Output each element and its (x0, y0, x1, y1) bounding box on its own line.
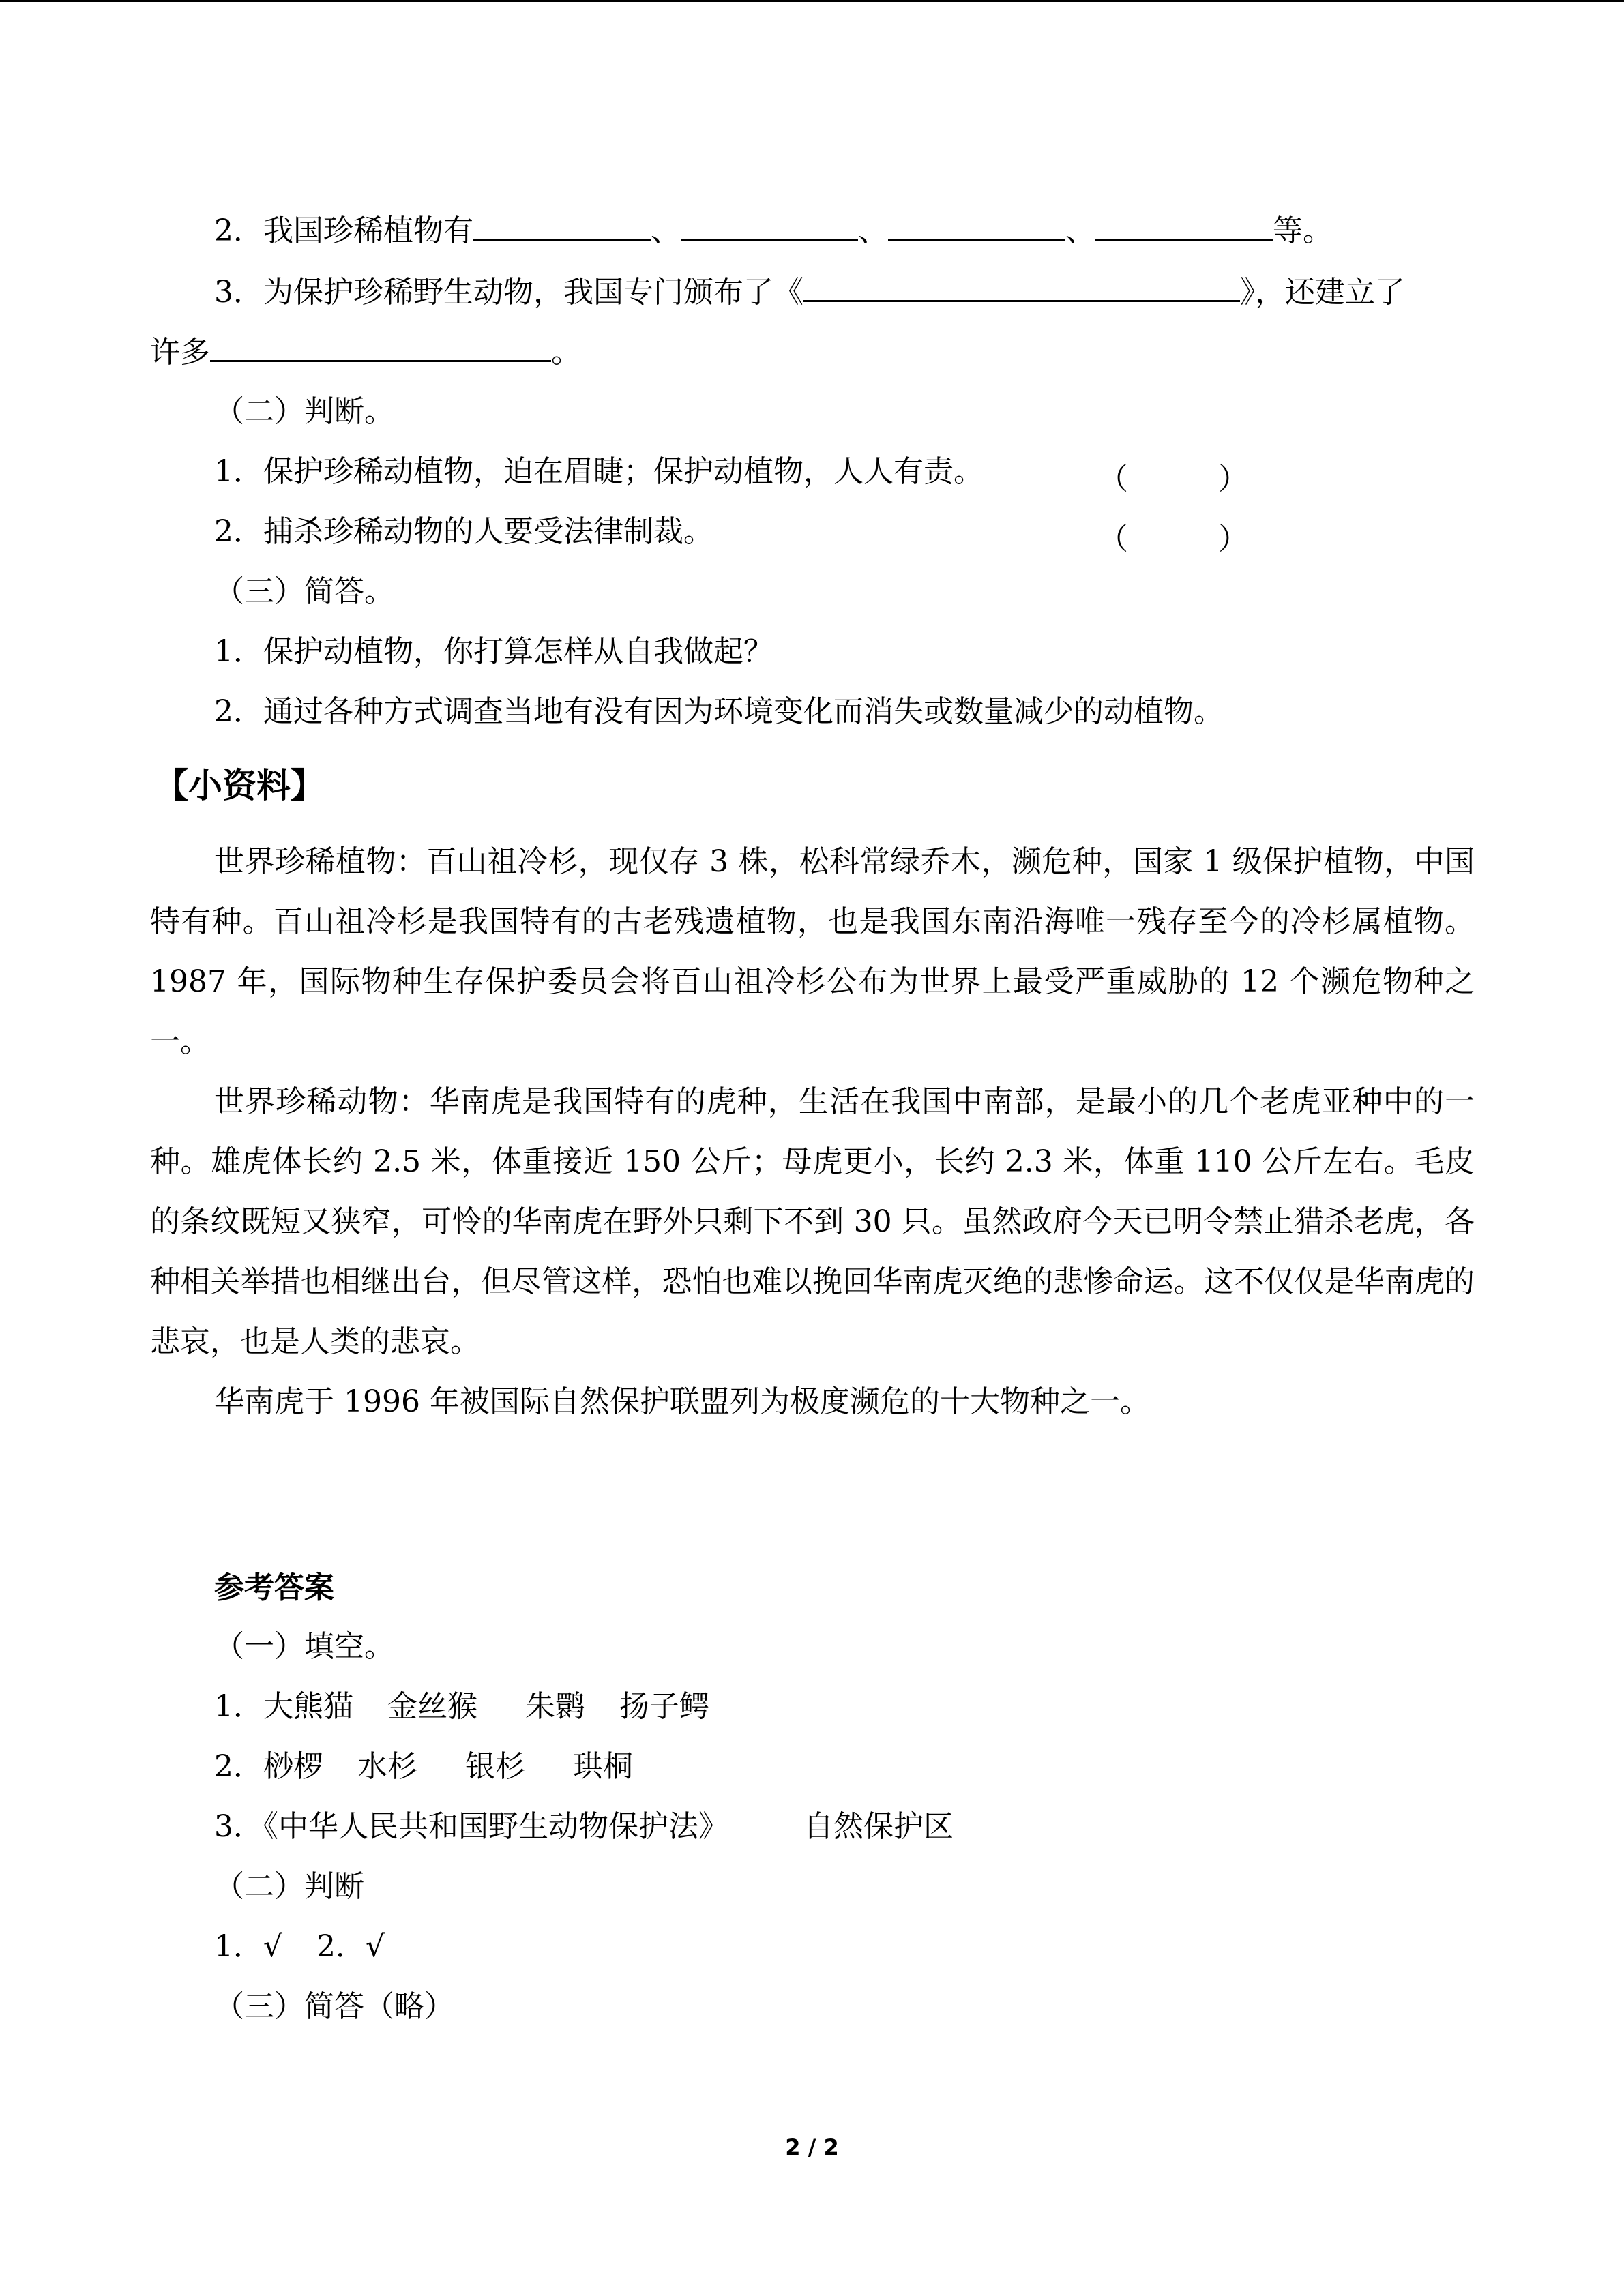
answers-fill-2 (214, 1742, 633, 1785)
question-3-mid: 》，还建立了 (1240, 275, 1405, 310)
info-paragraph-2: 世界珍稀动物：华南虎是我国特有的虎种，生活在我国中南部，是最小的几个老虎亚种中的一种。雄虎体长约 2.5 米，体重接近 150 公斤；母虎更小，长约 2.3 米，体重 110 公斤左右。毛皮的条纹既短又狭窄，可怜的华南虎在野外只剩下不到 30 只。虽然政府今天已明令禁止猎杀老虎，各种相关举措也相继出台，但尽管这样，恐怕也难以挽回华南虎灭绝的悲惨命运。这不仅仅是华南虎的悲哀，也是人类的悲哀。 (150, 1084, 1475, 1359)
question-3-cont-prefix: 许多 (150, 335, 210, 370)
answers-short: （三）简答（略） (214, 1989, 454, 2024)
answer-item: 金丝猴 (387, 1689, 477, 1724)
answers-judge-header: （二）判断 (214, 1869, 364, 1904)
separator: 、 (1065, 213, 1095, 248)
question-3 (214, 273, 1405, 311)
answer-item: 2．√ (316, 1929, 385, 1964)
answer-item: 朱鹮 (525, 1689, 585, 1724)
page-number: 2 / 2 (785, 2134, 839, 2160)
answers-fill-3 (214, 1802, 954, 1845)
judge-header: （二）判断。 (214, 394, 394, 429)
blank[interactable] (681, 211, 858, 241)
info-paragraph-3: 华南虎于 1996 年被国际自然保护联盟列为极度濒危的十大物种之一。 (214, 1384, 1150, 1419)
answers-title: 参考答案 (214, 1570, 334, 1605)
judge-item-2: 2．捕杀珍稀动物的人要受法律制裁。 (214, 514, 713, 549)
answer-paren-2[interactable]: （ ） (1098, 522, 1248, 556)
answer-item: 2．桫椤 (214, 1749, 323, 1784)
separator: 、 (858, 213, 888, 248)
info-section-title: 【小资料】 (154, 766, 325, 805)
page-top-rule (0, 0, 1624, 2)
question-3-prefix: 3．为保护珍稀野生动物，我国专门颁布了《 (214, 275, 803, 310)
answer-item: 水杉 (357, 1749, 417, 1784)
blank[interactable] (210, 333, 551, 362)
answer-item: 1．大熊猫 (214, 1689, 353, 1724)
short-answer-header: （三）简答。 (214, 574, 394, 609)
answer-item: 珙桐 (573, 1749, 633, 1784)
question-3-continuation (150, 333, 581, 371)
question-3-cont-suffix: 。 (551, 335, 581, 370)
answers-judge (214, 1922, 385, 1965)
answer-item: 3．《中华人民共和国野生动物保护法》 (214, 1809, 728, 1844)
answer-paren-1[interactable]: （ ） (1098, 462, 1248, 496)
question-2 (214, 211, 1333, 250)
judge-item-1: 1．保护珍稀动植物，迫在眉睫；保护动植物，人人有责。 (214, 454, 984, 489)
answer-item: 1．√ (214, 1929, 283, 1964)
question-2-suffix: 等。 (1273, 213, 1333, 248)
blank[interactable] (473, 211, 651, 241)
short-answer-item-1: 1．保护动植物，你打算怎样从自我做起？ (214, 634, 773, 669)
answer-item: 扬子鳄 (619, 1689, 709, 1724)
answer-item: 自然保护区 (803, 1809, 954, 1844)
separator: 、 (651, 213, 681, 248)
blank[interactable] (803, 273, 1240, 302)
answer-item: 银杉 (465, 1749, 525, 1784)
question-2-prefix: 2．我国珍稀植物有 (214, 213, 473, 248)
short-answer-item-2: 2．通过各种方式调查当地有没有因为环境变化而消失或数量减少的动植物。 (214, 694, 1224, 729)
answers-fill-1 (214, 1682, 709, 1725)
answers-fill-header: （一）填空。 (214, 1629, 394, 1664)
blank[interactable] (888, 211, 1065, 241)
blank[interactable] (1095, 211, 1273, 241)
info-paragraph-1: 世界珍稀植物：百山祖冷杉，现仅存 3 株，松科常绿乔木，濒危种，国家 1 级保护植物，中国特有种。百山祖冷杉是我国特有的古老残遗植物，也是我国东南沿海唯一残存至今的冷杉属植物。1987 年，国际物种生存保护委员会将百山祖冷杉公布为世界上最受严重威胁的 12 个濒危物种之一。 (150, 844, 1475, 1059)
